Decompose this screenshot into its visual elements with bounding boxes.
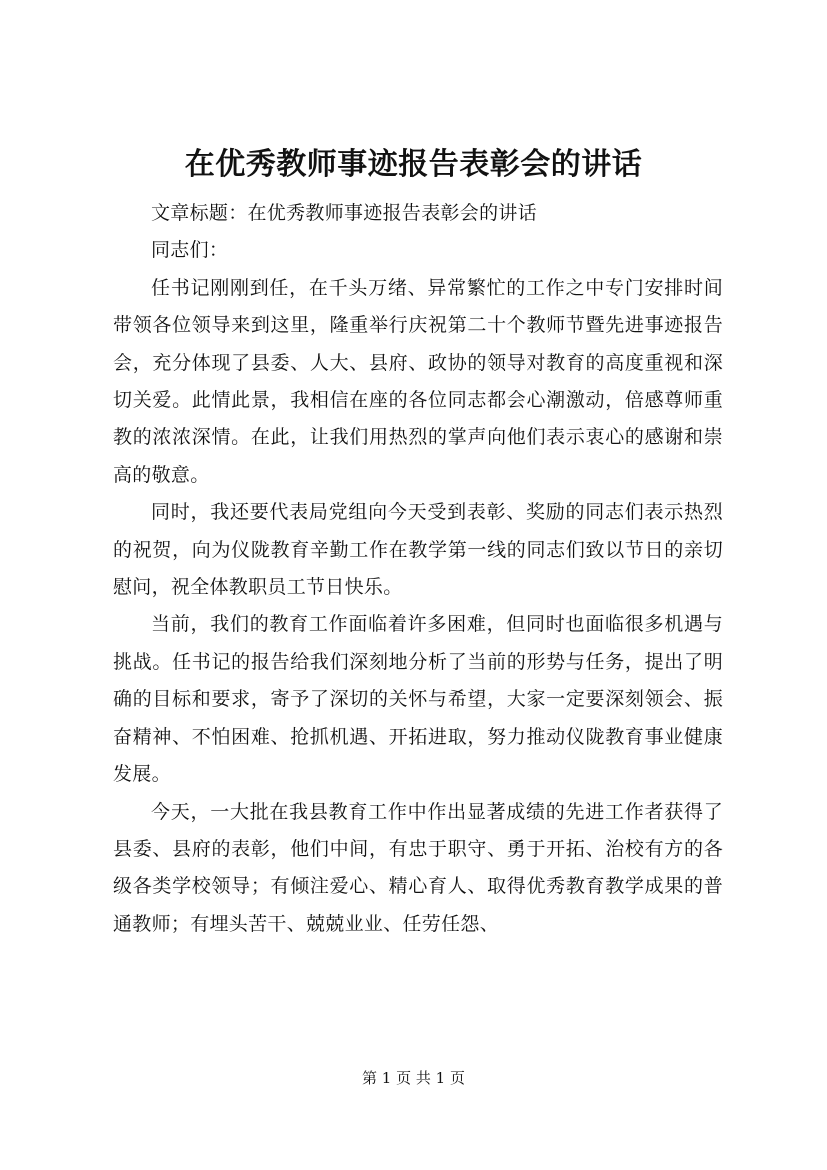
paragraph-1: 任书记刚刚到任，在千头万绪、异常繁忙的工作之中专门安排时间带领各位领导来到这里，隆重举行庆祝第二十个教师节暨先进事迹报告会，充分体现了县委、人大、县府、政协的领导对教育的高度重视和深切关爱。此情此景，我相信在座的各位同志都会心潮激动，倍感尊师重教的浓浓深情。在此，让我们用热烈的掌声向他们表示衷心的感谢和崇高的敬意。 (113, 276, 723, 486)
paragraph-salutation: 同志们： (151, 239, 229, 262)
paragraph-3: 当前，我们的教育工作面临着许多困难，但同时也面临很多机遇与挑战。任书记的报告给我们深刻地分析了当前的形势与任务，提出了明确的目标和要求，寄予了深切的关怀与希望，大家一定要深刻领会、振奋精神、不怕困难、抢抓机遇、开拓进取，努力推动仪陇教育事业健康发展。 (113, 613, 723, 786)
document-body (113, 195, 723, 943)
page-footer: 第 1 页 共 1 页 (362, 1069, 465, 1087)
paragraph-2: 同时，我还要代表局党组向今天受到表彰、奖励的同志们表示热烈的祝贺，向为仪陇教育辛勤工作在教学第一线的同志们致以节日的亲切慰问，祝全体教职员工节日快乐。 (113, 501, 723, 599)
document-title: 在优秀教师事迹报告表彰会的讲话 (184, 147, 643, 182)
paragraph-4: 今天，一大批在我县教育工作中作出显著成绩的先进工作者获得了县委、县府的表彰，他们中间，有忠于职守、勇于开拓、治校有方的各级各类学校领导；有倾注爱心、精心育人、取得优秀教育教学成果的普通教师；有埋头苦干、兢兢业业、任劳任怨、 (113, 800, 723, 935)
paragraph-article-title: 文章标题：在优秀教师事迹报告表彰会的讲话 (151, 202, 538, 224)
